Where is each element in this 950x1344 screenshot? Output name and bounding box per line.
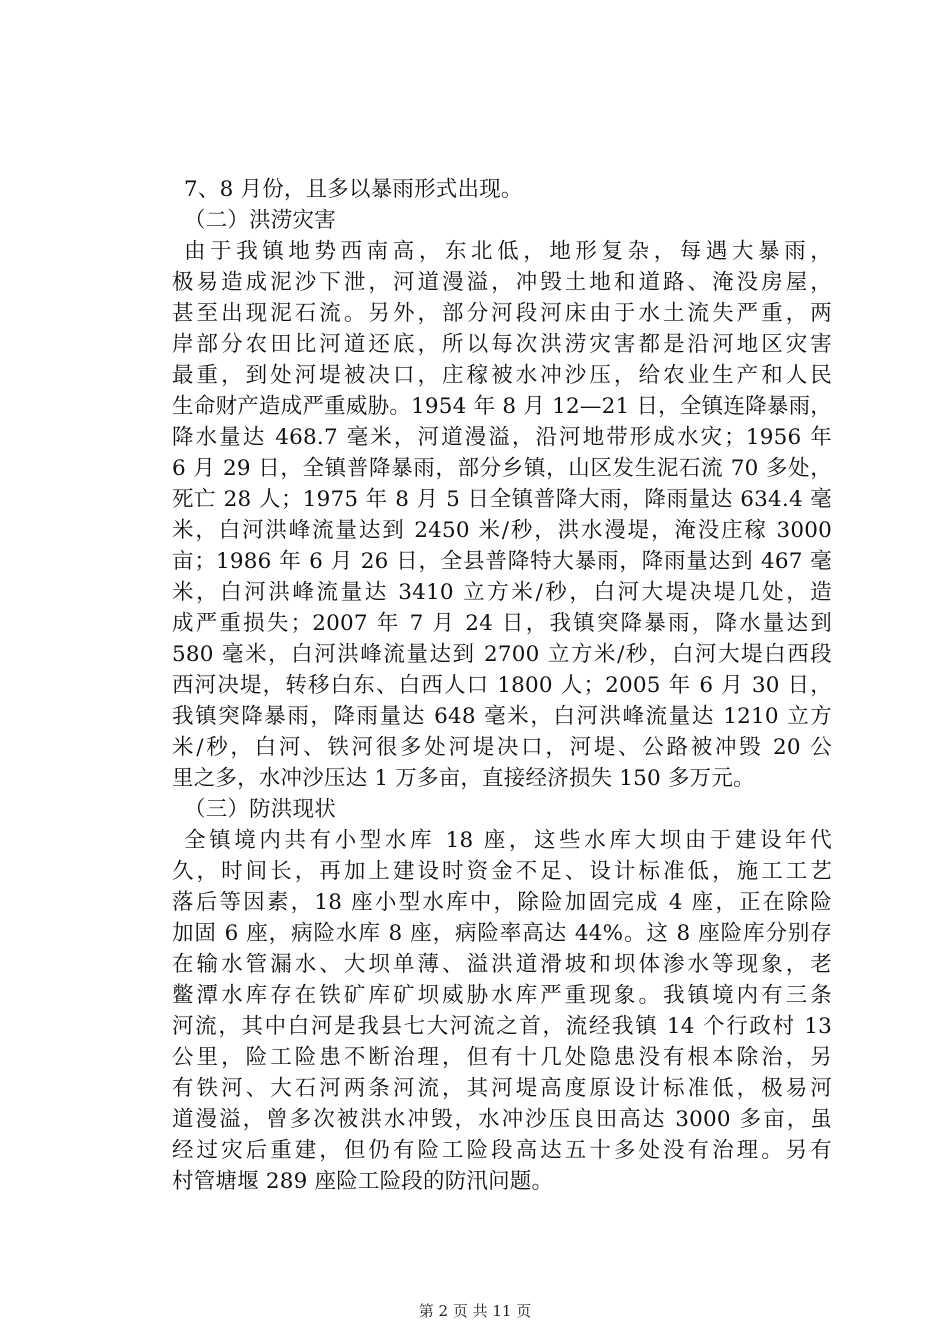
paragraph-line: 最重，到处河堤被决口，庄稼被水冲沙压，给农业生产和人民 [172, 363, 832, 388]
section-heading-flood-disaster: （二）洪涝灾害 [184, 208, 336, 233]
paragraph-line: 公里，险工险患不断治理，但有十几处隐患没有根本除治，另 [172, 1045, 832, 1070]
paragraph-line: 西河决堤，转移白东、白西人口 1800 人；2005 年 6 月 30 日， [172, 673, 832, 698]
paragraph-line: 7、8 月份，且多以暴雨形式出现。 [184, 177, 523, 202]
paragraph-line: 加固 6 座，病险水库 8 座，病险率高达 44%。这 8 座险库分别存 [172, 921, 832, 946]
paragraph-line: 落后等因素，18 座小型水库中，除险加固完成 4 座，正在除险 [172, 890, 832, 915]
paragraph-line: 鳖潭水库存在铁矿库矿坝威胁水库严重现象。我镇境内有三条 [172, 983, 832, 1008]
paragraph-line: 道漫溢，曾多次被洪水冲毁，水冲沙压良田高达 3000 多亩，虽 [172, 1107, 832, 1132]
section-heading-flood-control-status: （三）防洪现状 [184, 797, 336, 822]
paragraph-line: 里之多，水冲沙压达 1 万多亩，直接经济损失 150 多万元。 [172, 766, 755, 791]
paragraph-line: 甚至出现泥石流。另外，部分河段河床由于水土流失严重，两 [172, 301, 832, 326]
paragraph-line: 村管塘堰 289 座险工险段的防汛问题。 [172, 1169, 554, 1194]
paragraph-line: 极易造成泥沙下泄，河道漫溢，冲毁土地和道路、淹没房屋， [172, 270, 832, 295]
paragraph-line: 在输水管漏水、大坝单薄、溢洪道滑坡和坝体渗水等现象，老 [172, 952, 832, 977]
paragraph-line: 生命财产造成严重威胁。1954 年 8 月 12—21 日，全镇连降暴雨， [172, 394, 832, 419]
paragraph-line: 有铁河、大石河两条河流，其河堤高度原设计标准低，极易河 [172, 1076, 832, 1101]
page-number-footer: 第 2 页 共 11 页 [418, 1302, 532, 1320]
paragraph-line: 降水量达 468.7 毫米，河道漫溢，沿河地带形成水灾；1956 年 [172, 425, 832, 450]
paragraph-line: 亩；1986 年 6 月 26 日，全县普降特大暴雨，降雨量达到 467 毫 [172, 549, 832, 574]
paragraph-line: 580 毫米，白河洪峰流量达到 2700 立方米/秒，白河大堤白西段 [172, 642, 832, 667]
paragraph-line: 6 月 29 日，全镇普降暴雨，部分乡镇，山区发生泥石流 70 多处， [172, 456, 832, 481]
paragraph-line: 米，白河洪峰流量达 3410 立方米/秒，白河大堤决堤几处，造 [172, 580, 832, 605]
paragraph-line: 久，时间长，再加上建设时资金不足、设计标准低，施工工艺 [172, 859, 832, 884]
paragraph-line: 全镇境内共有小型水库 18 座，这些水库大坝由于建设年代 [184, 828, 832, 853]
paragraph-line: 米/秒，白河、铁河很多处河堤决口，河堤、公路被冲毁 20 公 [172, 735, 832, 760]
paragraph-line: 死亡 28 人；1975 年 8 月 5 日全镇普降大雨，降雨量达 634.4 毫 [172, 487, 832, 512]
paragraph-line: 经过灾后重建，但仍有险工险段高达五十多处没有治理。另有 [172, 1138, 832, 1163]
paragraph-line: 河流，其中白河是我县七大河流之首，流经我镇 14 个行政村 13 [172, 1014, 832, 1039]
paragraph-line: 我镇突降暴雨，降雨量达 648 毫米，白河洪峰流量达 1210 立方 [172, 704, 832, 729]
paragraph-line: 岸部分农田比河道还底，所以每次洪涝灾害都是沿河地区灾害 [172, 332, 832, 357]
paragraph-line: 成严重损失；2007 年 7 月 24 日，我镇突降暴雨，降水量达到 [172, 611, 832, 636]
paragraph-line: 米，白河洪峰流量达到 2450 米/秒，洪水漫堤，淹没庄稼 3000 [172, 518, 832, 543]
body-text [172, 174, 832, 1197]
paragraph-line: 由于我镇地势西南高，东北低，地形复杂，每遇大暴雨， [184, 239, 832, 264]
